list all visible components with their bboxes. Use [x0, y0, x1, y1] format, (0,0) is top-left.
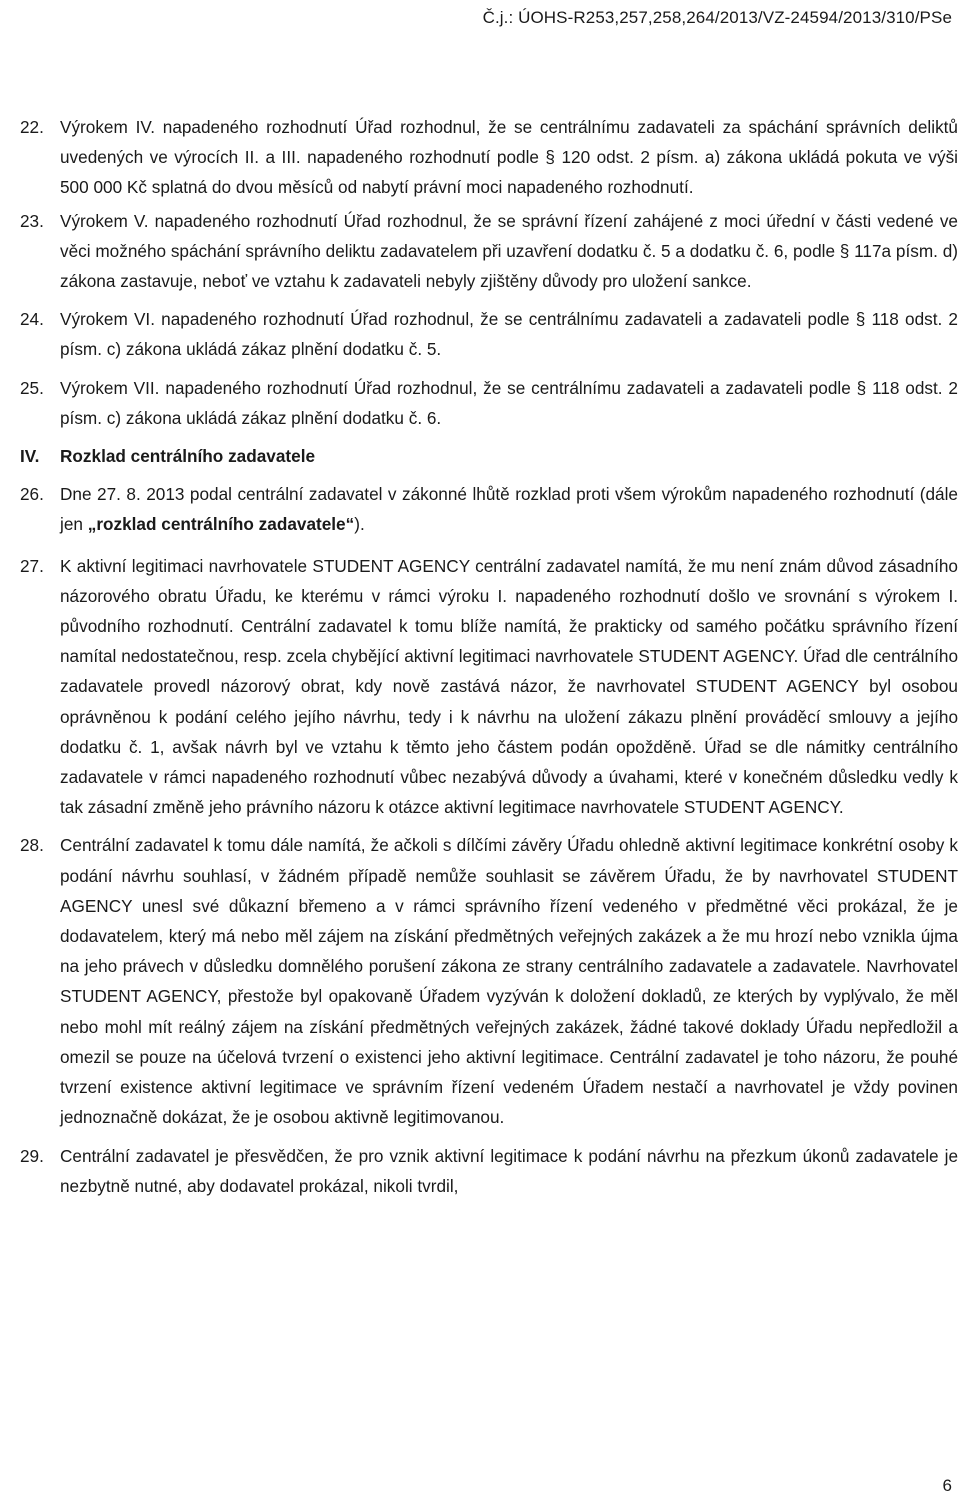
paragraph-text: K aktivní legitimaci navrhovatele STUDENT AGENCY centrální zadavatel namítá, že mu není znám důvod zásadního názorového obratu Úřadu, ke kterému v rámci výroku I. napadeného rozhodnutí došlo ve srovnání s výrokem I. původního rozhodnutí. Centrální zadavatel k tomu blíže namítá, že prakticky od samého počátku správního řízení namítal nedostatečnou, resp. zcela chybějící aktivní legitimaci navrhovatele STUDENT AGENCY. Úřad dle centrálního zadavatele provedl názorový obrat, kdy nově zastává názor, že navrhovatel STUDENT AGENCY byl osobou oprávněnou k podání celého jejího návrhu, tedy i k návrhu na uložení zákazu plnění prováděcí smlouvy a jejího dodatku č. 1, avšak návrh byl ve vztahu k těmto jeho částem podán opožděně. Úřad se dle námitky centrálního zadavatele v rámci napadeného rozhodnutí vůbec nezabývá důvody a úvahami, které v konečném důsledku vedly k tak zásadní změně jeho právního názoru k otázce aktivní legitimace navrhovatele STUDENT AGENCY. — [60, 555, 958, 818]
paragraph-number: 23. — [20, 210, 44, 231]
paragraph-number: 28. — [20, 835, 44, 856]
paragraph-text: Výrokem VII. napadeného rozhodnutí Úřad rozhodnul, že se centrálnímu zadavateli a zadavateli podle § 118 odst. 2 písm. c) zákona ukládá zákaz plnění dodatku č. 6. — [60, 377, 958, 428]
paragraph-text: Výrokem IV. napadeného rozhodnutí Úřad rozhodnul, že se centrálnímu zadavateli za spáchání správních deliktů uvedených ve výrocích II. a III. napadeného rozhodnutí podle § 120 odst. 2 písm. a) zákona ukládá pokuta ve výši 500 000 Kč splatná do dvou měsíců od nabytí právní moci napadeného rozhodnutí. — [60, 117, 958, 198]
section-title: Rozklad centrálního zadavatele — [60, 446, 316, 467]
paragraph-26 — [20, 479, 958, 539]
defined-term: „rozklad centrálního zadavatele“ — [87, 514, 355, 535]
paragraph-text-start: Dne 27. 8. 2013 podal centrální zadavatel v zákonné lhůtě rozklad proti všem výrokům napadeného rozhodnutí (dále jen — [60, 484, 958, 535]
paragraph-text — [60, 479, 958, 539]
paragraph-text: Výrokem VI. napadeného rozhodnutí Úřad rozhodnul, že se centrálnímu zadavateli a zadavateli podle § 118 odst. 2 písm. c) zákona ukládá zákaz plnění dodatku č. 5. — [60, 309, 958, 360]
paragraph-text: Centrální zadavatel k tomu dále namítá, že ačkoli s dílčími závěry Úřadu ohledně aktivní legitimace konkrétní osoby k podání návrhu souhlasí, v žádném případě nemůže souhlasit se závěrem Úřadu, že by navrhovatel STUDENT AGENCY unesl své důkazní břemeno a v rámci správního řízení vedeného v předmětné věci prokázal, že je dodavatelem, který má nebo měl zájem na získání předmětných veřejných zakázek a že mu hrozí nebo vznikla újma na jeho právech v důsledku domnělého porušení zákona ze strany centrálního zadavatele a zadavatele. Navrhovatel STUDENT AGENCY, přestože byl opakovaně Úřadem vyzýván k doložení dokladů, ze kterých by vyplývalo, že měl nebo mohl mít reálný zájem na získání předmětných veřejných zakázek, žádné takové doklady Úřadu nepředložil a omezil se pouze na účelová tvrzení o existenci jeho aktivní legitimace. Centrální zadavatel je toho názoru, že pouhé tvrzení existence aktivní legitimace ve správním řízení vedeném Úřadem nestačí a navrhovatel je vždy povinen jednoznačně dokázat, že je osobou aktivně legitimovanou. — [60, 835, 958, 1128]
paragraph-text-end: ). — [354, 514, 365, 535]
paragraph-24 — [20, 304, 958, 364]
section-number: IV. — [20, 446, 40, 467]
paragraph-text: Výrokem V. napadeného rozhodnutí Úřad rozhodnul, že se správní řízení zahájené z moci úřední v části vedené ve věci možného spáchání správního deliktu zadavatelem při uzavření dodatku č. 5 a dodatku č. 6, podle § 117a písm. d) zákona zastavuje, neboť ve vztahu k zadavateli nebyly zjištěny důvody pro uložení sankce. — [60, 210, 958, 292]
paragraph-number: 25. — [20, 377, 44, 398]
paragraph-29 — [20, 1141, 958, 1201]
paragraph-23 — [20, 206, 958, 297]
paragraph-28 — [20, 830, 958, 1132]
document-reference: Č.j.: ÚOHS-R253,257,258,264/2013/VZ-24594/2013/310/PSe — [482, 8, 952, 27]
page-number: 6 — [942, 1476, 952, 1495]
paragraph-25 — [20, 373, 958, 433]
paragraph-number: 29. — [20, 1145, 44, 1166]
section-heading — [20, 441, 958, 471]
paragraph-number: 27. — [20, 555, 44, 576]
paragraph-number: 24. — [20, 309, 44, 330]
paragraph-text: Centrální zadavatel je přesvědčen, že pro vznik aktivní legitimace k podání návrhu na přezkum úkonů zadavatele je nezbytně nutné, aby dodavatel prokázal, nikoli tvrdil, — [60, 1145, 958, 1196]
document-body — [20, 112, 958, 1201]
paragraph-number: 26. — [20, 484, 44, 505]
paragraph-number: 22. — [20, 117, 44, 137]
paragraph-27 — [20, 551, 958, 823]
paragraph-22 — [20, 112, 958, 203]
